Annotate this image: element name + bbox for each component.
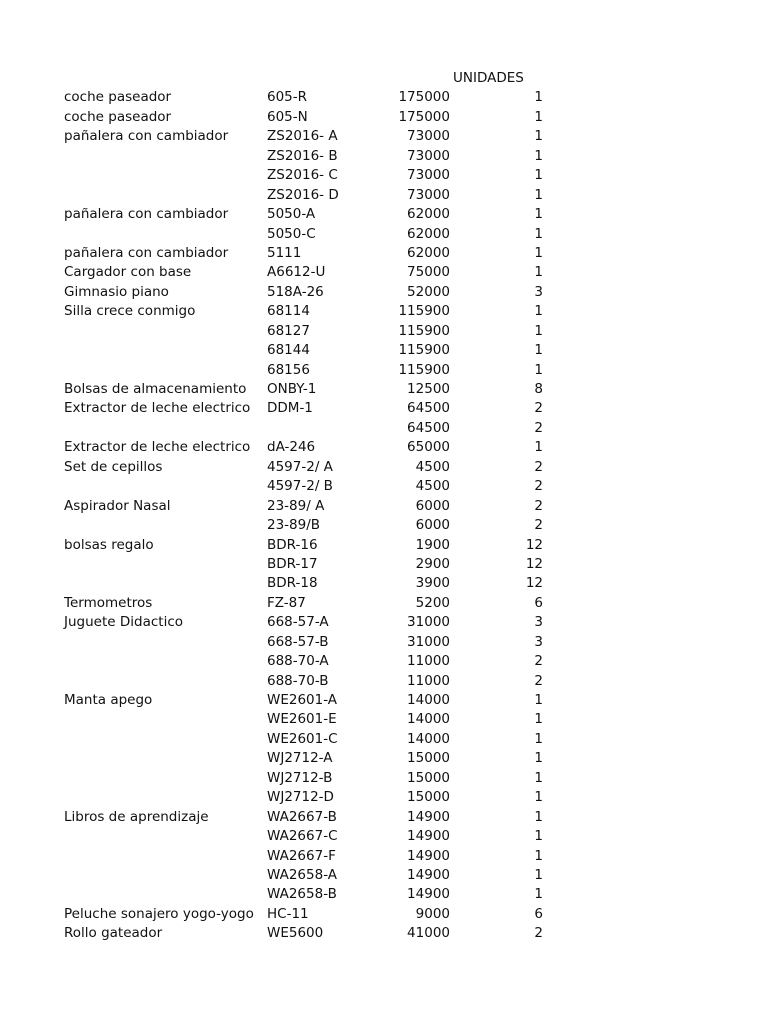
inventory-sheet [64,69,554,944]
item-price: 115900 [398,322,450,339]
item-units: 2 [534,517,543,534]
table-row [64,905,554,924]
item-units: 2 [534,653,543,670]
item-description: Termometros [64,594,153,611]
item-units: 2 [534,672,543,689]
item-price: 175000 [398,108,450,125]
item-units: 2 [534,458,543,475]
item-code: FZ-87 [267,594,306,611]
item-description: Silla crece conmigo [64,303,196,320]
item-price: 5200 [415,594,450,611]
item-price: 11000 [407,672,450,689]
item-code: ZS2016- D [267,186,339,203]
table-row [64,672,554,691]
table-row [64,322,554,341]
item-price: 31000 [407,633,450,650]
item-code: 5050-A [267,206,316,223]
table-row [64,186,554,205]
item-units: 2 [534,497,543,514]
item-code: ZS2016- C [267,167,338,184]
item-price: 64500 [407,400,450,417]
item-price: 15000 [407,789,450,806]
item-code: HC-11 [267,905,309,922]
item-price: 73000 [407,186,450,203]
item-price: 62000 [407,244,450,261]
item-code: BDR-16 [267,536,318,553]
item-code: 23-89/B [267,517,321,534]
item-price: 62000 [407,225,450,242]
item-code: 4597-2/ A [267,458,333,475]
table-row [64,536,554,555]
item-description: Bolsas de almacenamiento [64,381,247,397]
item-price: 115900 [398,361,450,378]
table-row [64,127,554,146]
item-price: 64500 [407,419,450,436]
item-code: ZS2016- A [267,128,338,145]
table-row [64,341,554,360]
item-code: 5111 [267,244,302,261]
table-row [64,147,554,166]
table-row [64,574,554,593]
item-price: 1900 [415,536,450,553]
table-row [64,633,554,652]
table-row [64,205,554,224]
table-row [64,399,554,418]
table-row [64,516,554,535]
item-units: 3 [534,283,543,300]
item-units: 1 [534,808,543,825]
table-row [64,302,554,321]
item-description: Cargador con base [64,264,192,281]
item-price: 14000 [407,730,450,747]
table-row [64,166,554,185]
item-code: 23-89/ A [267,497,325,514]
item-price: 73000 [407,167,450,184]
table-row [64,497,554,516]
item-description: Extractor de leche electrico [64,400,251,417]
table-row [64,613,554,632]
item-description: Peluche sonajero yogo-yogo [64,905,254,922]
item-price: 52000 [407,283,450,300]
item-price: 4500 [415,458,450,475]
item-units: 1 [534,303,543,320]
item-code: 68127 [267,322,310,339]
item-description: pañalera con cambiador [64,128,229,145]
item-price: 65000 [407,439,450,456]
item-units: 1 [534,711,543,728]
item-code: 668-57-A [267,614,329,631]
item-units: 12 [525,575,543,592]
item-units: 2 [534,478,543,495]
item-code: WE5600 [267,925,324,942]
item-units: 1 [534,186,543,203]
table-row [64,283,554,302]
item-price: 115900 [398,342,450,359]
item-code: WA2667-B [267,808,337,825]
item-code: 68114 [267,303,310,320]
item-units: 1 [534,225,543,242]
item-code: ZS2016- B [267,147,338,164]
item-units: 1 [534,89,543,106]
item-list [64,88,554,943]
table-row [64,847,554,866]
item-units: 1 [534,147,543,164]
item-code: 5050-C [267,225,316,242]
item-units: 1 [534,108,543,125]
table-row [64,924,554,943]
item-price: 75000 [407,264,450,281]
item-units: 1 [534,128,543,145]
item-code: WJ2712-D [267,789,334,806]
table-row [64,594,554,613]
item-price: 31000 [407,614,450,631]
table-row [64,380,554,399]
item-units: 1 [534,342,543,359]
item-price: 12500 [407,381,450,397]
item-price: 14000 [407,692,450,708]
item-price: 4500 [415,478,450,495]
item-units: 6 [534,905,543,922]
item-code: ONBY-1 [267,381,317,397]
table-row [64,769,554,788]
item-units: 1 [534,206,543,223]
item-code: BDR-18 [267,575,318,592]
item-code: WE2601-E [267,711,337,728]
item-price: 175000 [398,89,450,106]
table-row [64,788,554,807]
item-code: DDM-1 [267,400,313,417]
item-units: 3 [534,614,543,631]
item-code: BDR-17 [267,555,318,572]
item-code: 688-70-B [267,672,329,689]
item-units: 1 [534,730,543,747]
item-price: 14900 [407,886,450,903]
item-price: 9000 [415,905,450,922]
table-row [64,438,554,457]
item-units: 1 [534,692,543,708]
table-row [64,730,554,749]
item-code: 518A-26 [267,283,324,300]
item-code: WA2658-B [267,886,337,903]
item-code: 605-N [267,108,308,125]
table-row [64,710,554,729]
item-units: 1 [534,750,543,767]
item-code: WJ2712-A [267,750,333,767]
table-row [64,808,554,827]
item-price: 3900 [415,575,450,592]
item-code: WA2667-F [267,847,336,864]
item-units: 1 [534,361,543,378]
table-row [64,827,554,846]
item-description: coche paseador [64,108,172,125]
item-description: bolsas regalo [64,536,154,553]
table-row [64,361,554,380]
item-price: 6000 [415,517,450,534]
item-units: 1 [534,828,543,845]
table-row [64,749,554,768]
table-row [64,263,554,282]
item-units: 12 [525,555,543,572]
item-price: 14900 [407,828,450,845]
item-code: 688-70-A [267,653,329,670]
item-description: coche paseador [64,89,172,106]
item-units: 1 [534,439,543,456]
table-row [64,108,554,127]
item-price: 73000 [407,147,450,164]
item-units: 1 [534,322,543,339]
item-price: 6000 [415,497,450,514]
item-code: dA-246 [267,439,316,456]
item-units: 12 [525,536,543,553]
item-description: Libros de aprendizaje [64,808,209,825]
item-price: 15000 [407,769,450,786]
item-code: WE2601-C [267,730,338,747]
table-row [64,885,554,904]
item-description: Rollo gateador [64,925,163,942]
item-code: 4597-2/ B [267,478,333,495]
item-units: 1 [534,789,543,806]
item-description: Juguete Didactico [64,614,183,631]
item-units: 2 [534,419,543,436]
item-price: 14900 [407,866,450,883]
item-units: 8 [534,381,543,397]
item-code: WE2601-A [267,692,338,708]
table-row [64,477,554,496]
item-code: 605-R [267,89,308,106]
table-row [64,555,554,574]
item-price: 15000 [407,750,450,767]
item-price: 2900 [415,555,450,572]
table-row [64,244,554,263]
item-description: pañalera con cambiador [64,206,229,223]
table-row [64,866,554,885]
item-price: 14900 [407,847,450,864]
item-price: 41000 [407,925,450,942]
item-units: 1 [534,167,543,184]
item-code: 668-57-B [267,633,329,650]
item-code: 68144 [267,342,310,359]
item-code: 68156 [267,361,310,378]
item-description: pañalera con cambiador [64,244,229,261]
item-price: 62000 [407,206,450,223]
item-units: 1 [534,866,543,883]
table-row [64,225,554,244]
item-units: 1 [534,886,543,903]
item-price: 14000 [407,711,450,728]
table-row [64,652,554,671]
item-units: 6 [534,594,543,611]
item-description: Gimnasio piano [64,283,169,300]
item-description: Set de cepillos [64,458,163,475]
item-units: 2 [534,400,543,417]
item-units: 1 [534,769,543,786]
table-row [64,419,554,438]
item-description: Extractor de leche electrico [64,439,251,456]
item-price: 73000 [407,128,450,145]
item-price: 11000 [407,653,450,670]
item-description: Aspirador Nasal [64,497,171,514]
item-code: A6612-U [267,264,326,281]
item-description: Manta apego [64,692,153,708]
item-units: 2 [534,925,543,942]
table-row [64,88,554,107]
table-row [64,691,554,710]
item-price: 115900 [398,303,450,320]
item-units: 1 [534,264,543,281]
item-units: 1 [534,244,543,261]
item-code: WJ2712-B [267,769,333,786]
item-code: WA2658-A [267,866,338,883]
item-price: 14900 [407,808,450,825]
table-row [64,458,554,477]
item-units: 1 [534,847,543,864]
header-row [64,69,554,88]
item-units: 3 [534,633,543,650]
units-column-header: UNIDADES [453,70,524,86]
item-code: WA2667-C [267,828,338,845]
